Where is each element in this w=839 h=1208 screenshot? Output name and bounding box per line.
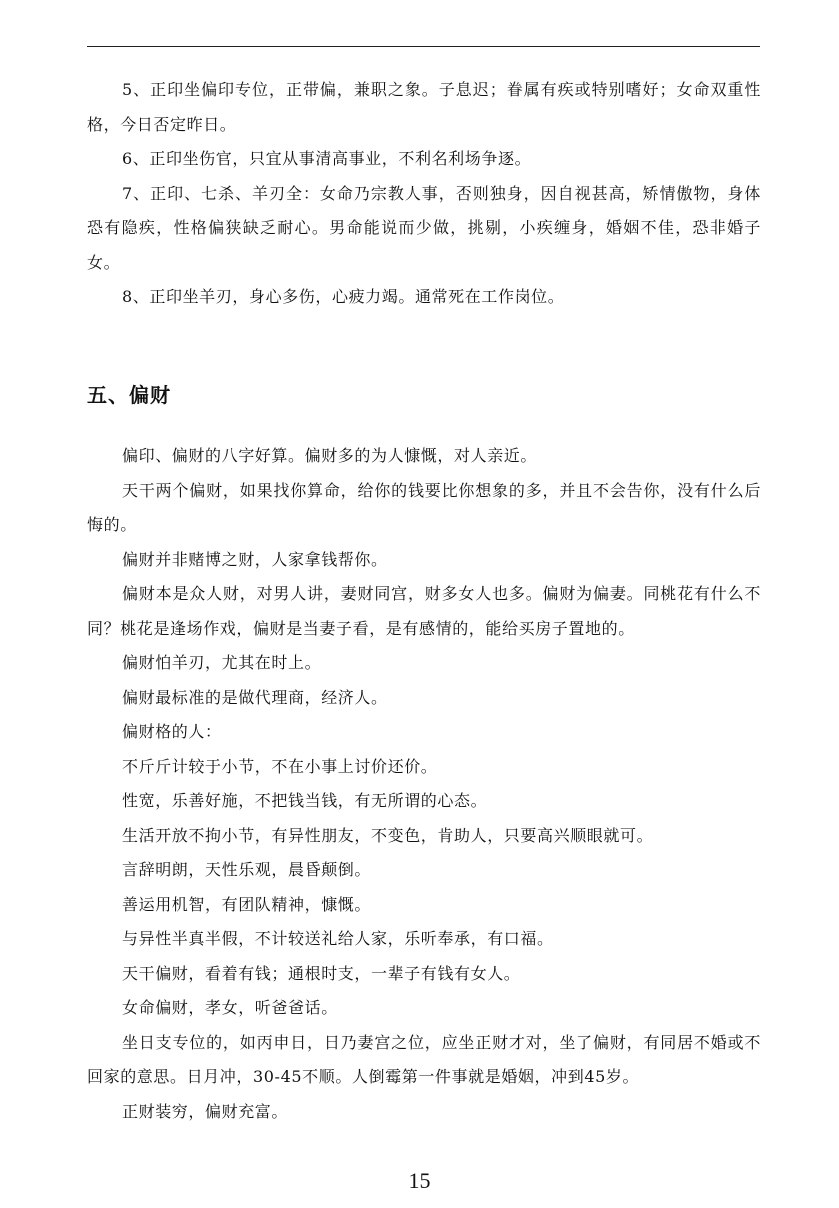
header-rule [87,46,760,47]
paragraph: 偏印、偏财的八字好算。偏财多的为人慷慨，对人亲近。 [122,446,538,465]
paragraph: 天干两个偏财，如果找你算命，给你的钱要比你想象的多，并且不会告你，没有什么后悔的。 [87,480,761,534]
paragraph: 生活开放不拘小节，有异性朋友，不变色，肯助人，只要高兴顺眼就可。 [122,825,654,845]
section-heading: 五、偏财 [87,383,171,407]
section-b-body [87,439,761,1129]
paragraph: 与异性半真半假，不计较送礼给人家，乐听奉承，有口福。 [122,929,554,948]
paragraph: 8、正印坐羊刃，身心多伤，心疲力竭。通常死在工作岗位。 [122,287,565,306]
paragraph: 性宽，乐善好施，不把钱当钱，有无所谓的心态。 [122,791,488,810]
paragraph: 女命偏财，孝女，听爸爸话。 [122,998,338,1017]
paragraph: 偏财本是众人财，对男人讲，妻财同宫，财多女人也多。偏财为偏妻。同桃花有什么不同？桃花是逢场作戏，偏财是当妻子看，是有感情的，能给买房子置地的。 [87,584,761,638]
paragraph: 偏财最标准的是做代理商，经济人。 [122,687,388,707]
paragraph: 正财装穷，偏财充富。 [122,1101,289,1121]
paragraph: 7、正印、七杀、羊刃全：女命乃宗教人事，否则独身，因自视甚高，矫情傲物，身体恐有隐疾，性格偏狭缺乏耐心。男命能说而少做，挑剔，小疾缠身，婚姻不佳，恐非婚子女。 [87,183,761,272]
section-a-body [87,73,761,315]
paragraph: 天干偏财，看着有钱；通根时支，一辈子有钱有女人。 [122,963,521,983]
paragraph: 6、正印坐伤官，只宜从事清高事业，不利名利场争逐。 [122,149,532,168]
paragraph: 偏财格的人： [122,722,222,741]
page-number: 15 [408,1168,431,1193]
paragraph: 言辞明朗，天性乐观，晨昏颠倒。 [122,860,372,879]
paragraph: 善运用机智，有团队精神，慷慨。 [122,894,372,914]
paragraph: 偏财怕羊刃，尤其在时上。 [122,653,322,672]
paragraph: 5、正印坐偏印专位，正带偏，兼职之象。子息迟；眷属有疾或特别嗜好；女命双重性格，今日否定昨日。 [87,80,761,134]
paragraph: 坐日支专位的，如丙申日，日乃妻宫之位，应坐正财才对，坐了偏财，有同居不婚或不回家的意思。日月冲，30-45不顺。人倒霉第一件事就是婚姻，冲到45岁。 [87,1032,761,1086]
paragraph: 偏财并非赌博之财，人家拿钱帮你。 [122,549,388,569]
paragraph: 不斤斤计较于小节，不在小事上讨价还价。 [122,756,438,776]
